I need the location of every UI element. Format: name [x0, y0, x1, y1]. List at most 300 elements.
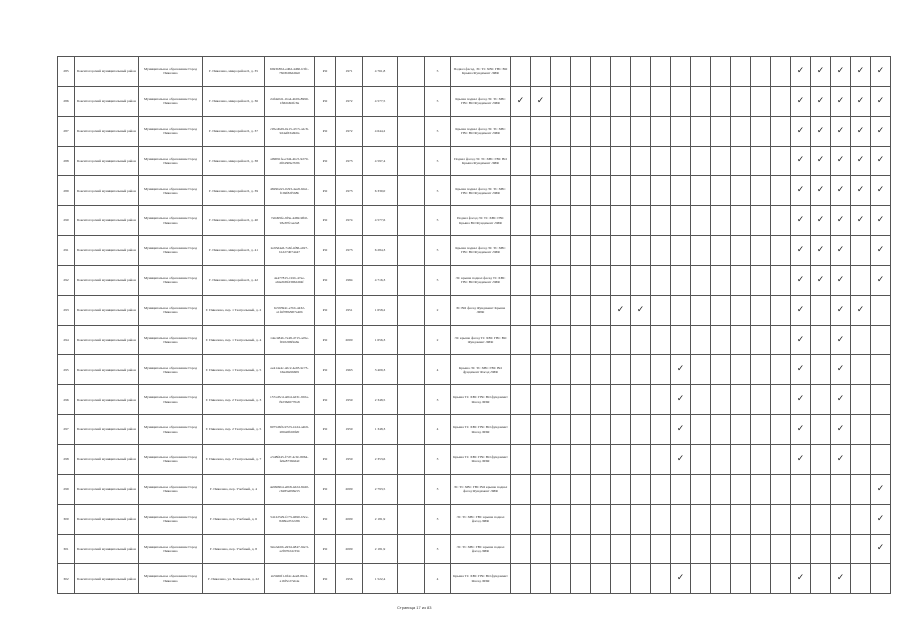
cell-empty	[691, 146, 711, 176]
cell-empty	[711, 534, 731, 564]
cell-empty	[591, 206, 611, 236]
cell-empty	[711, 176, 731, 206]
cell-empty	[751, 444, 771, 474]
check-mark-icon: ✓	[831, 444, 851, 474]
cell-area: 4 597,4	[363, 146, 398, 176]
cell-category: РО	[315, 236, 336, 266]
check-mark-icon: ✓	[511, 86, 531, 116]
check-mark-icon: ✓	[791, 355, 811, 385]
cell-code: 54122529-fc73-4690-b3ce-8d99ad722c86	[265, 504, 315, 534]
cell-empty	[531, 206, 551, 236]
cell-empty	[631, 325, 651, 355]
cell-empty	[831, 534, 851, 564]
page-footer: Страница 17 из 83	[397, 605, 432, 610]
check-mark-icon: ✓	[871, 86, 891, 116]
cell-code: 32e2eb6b-e93d-4847-94c3-a2f9702dc334	[265, 534, 315, 564]
cell-address: Г. Пикалево, микрорайон 6, д. 37	[203, 116, 265, 146]
cell-empty	[711, 236, 731, 266]
table-row	[58, 146, 891, 176]
cell-empty	[691, 415, 711, 445]
check-mark-icon: ✓	[791, 176, 811, 206]
cell-district: Бокситогорский муниципальный район	[75, 474, 139, 504]
check-mark-icon: ✓	[631, 295, 651, 325]
cell-empty	[691, 355, 711, 385]
cell-code: 2e59d6f1-6f4c-4ee8-89c4-a16f5c27eb4e	[265, 564, 315, 594]
cell-empty	[711, 295, 731, 325]
cell-empty	[751, 146, 771, 176]
cell-works: Крыша подвал фасад ЭС ТС ХВС ГВС ВО Фундамент ЛИФ	[451, 86, 511, 116]
check-mark-icon: ✓	[611, 295, 631, 325]
cell-municipality: Муниципальное образование Город Пикалево	[139, 265, 203, 295]
cell-district: Бокситогорский муниципальный район	[75, 415, 139, 445]
check-mark-icon: ✓	[851, 176, 871, 206]
cell-category: РО	[315, 504, 336, 534]
cell-empty	[691, 295, 711, 325]
cell-empty	[398, 385, 425, 415]
cell-empty	[511, 206, 531, 236]
cell-category: РО	[315, 295, 336, 325]
cell-empty	[811, 295, 831, 325]
cell-empty	[511, 57, 531, 87]
cell-empty	[511, 385, 531, 415]
cell-address: Г. Пикалево, пер. Учебный, д. 8	[203, 534, 265, 564]
cell-empty	[691, 534, 711, 564]
table-row	[58, 385, 891, 415]
check-mark-icon: ✓	[871, 474, 891, 504]
cell-empty	[611, 415, 631, 445]
cell-works: Подвал фасад ЭС ТС ХВС ГВС Крыша ВО Фундамент ЛИФ	[451, 206, 511, 236]
cell-empty	[711, 504, 731, 534]
cell-district: Бокситогорский муниципальный район	[75, 206, 139, 236]
cell-area: 3 409,3	[363, 355, 398, 385]
check-mark-icon: ✓	[531, 86, 551, 116]
cell-empty	[751, 265, 771, 295]
cell-empty	[591, 415, 611, 445]
check-mark-icon: ✓	[811, 116, 831, 146]
cell-empty	[851, 236, 871, 266]
check-mark-icon: ✓	[791, 206, 811, 236]
cell-year: 2009	[336, 474, 363, 504]
cell-empty	[751, 57, 771, 87]
cell-empty	[531, 325, 551, 355]
cell-empty	[398, 474, 425, 504]
cell-area: 1 658,2	[363, 295, 398, 325]
cell-empty	[591, 86, 611, 116]
cell-empty	[611, 474, 631, 504]
cell-works: Крыша ТС ХВС ГВС ВО фундамент Фасад ЛИФ	[451, 564, 511, 594]
cell-empty	[871, 355, 891, 385]
cell-empty	[651, 236, 671, 266]
cell-address: Г. Пикалево, пер. Учебный, д. 6	[203, 504, 265, 534]
cell-address: Г. Пикалево, микрорайон 6, д. 40	[203, 206, 265, 236]
table-row	[58, 57, 891, 87]
cell-empty	[691, 236, 711, 266]
cell-floors: 2	[425, 325, 451, 355]
cell-empty	[731, 444, 751, 474]
cell-empty	[611, 385, 631, 415]
cell-empty	[731, 325, 751, 355]
cell-floors: 4	[425, 415, 451, 445]
check-mark-icon: ✓	[811, 265, 831, 295]
cell-empty	[611, 534, 631, 564]
cell-empty	[711, 86, 731, 116]
cell-empty	[398, 325, 425, 355]
table-row	[58, 295, 891, 325]
cell-empty	[398, 146, 425, 176]
cell-empty	[398, 86, 425, 116]
cell-district: Бокситогорский муниципальный район	[75, 86, 139, 116]
check-mark-icon: ✓	[871, 534, 891, 564]
check-mark-icon: ✓	[811, 86, 831, 116]
cell-empty	[398, 355, 425, 385]
check-mark-icon: ✓	[831, 385, 851, 415]
check-mark-icon: ✓	[791, 146, 811, 176]
cell-district: Бокситогорский муниципальный район	[75, 146, 139, 176]
cell-empty	[551, 57, 571, 87]
cell-year: 1984	[336, 265, 363, 295]
cell-empty	[791, 474, 811, 504]
cell-empty	[511, 146, 531, 176]
cell-address: Г. Пикалево, пер. 1 Театральный, д. 5	[203, 355, 265, 385]
cell-category: РО	[315, 355, 336, 385]
cell-empty	[611, 355, 631, 385]
cell-empty	[611, 325, 631, 355]
cell-works: Крыша ЭС ТС ХВС ГВС ВО фундамент Фасад ЛИФ	[451, 355, 511, 385]
table-row	[58, 86, 891, 116]
cell-empty	[531, 534, 551, 564]
check-mark-icon: ✓	[791, 265, 811, 295]
check-mark-icon: ✓	[871, 176, 891, 206]
cell-municipality: Муниципальное образование Город Пикалево	[139, 295, 203, 325]
cell-code: 24fda0d1-1ba4-4b0b-8990-1f9b6d92fc8a	[265, 86, 315, 116]
cell-empty	[851, 444, 871, 474]
cell-year: 1973	[336, 146, 363, 176]
cell-num: 293	[58, 295, 75, 325]
cell-num: 297	[58, 415, 75, 445]
cell-district: Бокситогорский муниципальный район	[75, 265, 139, 295]
cell-empty	[611, 504, 631, 534]
cell-empty	[691, 385, 711, 415]
cell-empty	[691, 325, 711, 355]
cell-empty	[651, 415, 671, 445]
cell-category: РО	[315, 474, 336, 504]
cell-empty	[511, 474, 531, 504]
cell-empty	[571, 504, 591, 534]
cell-empty	[531, 444, 551, 474]
cell-empty	[531, 474, 551, 504]
cell-empty	[631, 206, 651, 236]
cell-empty	[511, 534, 531, 564]
cell-empty	[571, 146, 591, 176]
cell-empty	[631, 474, 651, 504]
cell-empty	[711, 146, 731, 176]
cell-empty	[531, 415, 551, 445]
cell-floors: 3	[425, 385, 451, 415]
cell-works: Крыша ТС ХВС ГВС ВО фундамент Фасад ЛИФ	[451, 385, 511, 415]
cell-empty	[691, 86, 711, 116]
cell-num: 292	[58, 265, 75, 295]
cell-year: 1959	[336, 415, 363, 445]
check-mark-icon: ✓	[871, 146, 891, 176]
cell-empty	[711, 325, 731, 355]
cell-empty	[398, 415, 425, 445]
cell-empty	[611, 236, 631, 266]
cell-code: 4e98d9b4-e0b8-4d2d-8420-c6285e098e55	[265, 474, 315, 504]
cell-works: ЭС ВО фасад Фундамент Крыша ЛИФ	[451, 295, 511, 325]
cell-area: 2 353,6	[363, 444, 398, 474]
cell-address: Г. Пикалево, пер. 1 Театральный, д. 2	[203, 295, 265, 325]
cell-empty	[551, 385, 571, 415]
cell-empty	[591, 385, 611, 415]
cell-empty	[591, 355, 611, 385]
cell-empty	[691, 265, 711, 295]
cell-works: Крыша ТС ХВС ГВС ВО фундамент Фасад ЛИФ	[451, 444, 511, 474]
cell-empty	[711, 355, 731, 385]
cell-empty	[671, 206, 691, 236]
cell-empty	[611, 206, 631, 236]
cell-area: 2 181,9	[363, 504, 398, 534]
cell-area: 4 577,6	[363, 206, 398, 236]
cell-empty	[691, 176, 711, 206]
cell-empty	[671, 534, 691, 564]
cell-empty	[611, 444, 631, 474]
cell-empty	[851, 385, 871, 415]
cell-floors: 5	[425, 57, 451, 87]
cell-district: Бокситогорский муниципальный район	[75, 57, 139, 87]
check-mark-icon: ✓	[671, 564, 691, 594]
cell-district: Бокситогорский муниципальный район	[75, 504, 139, 534]
cell-empty	[611, 564, 631, 594]
cell-empty	[398, 295, 425, 325]
cell-empty	[811, 325, 831, 355]
check-mark-icon: ✓	[671, 385, 691, 415]
check-mark-icon: ✓	[831, 57, 851, 87]
cell-empty	[398, 504, 425, 534]
cell-empty	[851, 564, 871, 594]
check-mark-icon: ✓	[811, 176, 831, 206]
cell-empty	[631, 146, 651, 176]
cell-empty	[551, 444, 571, 474]
cell-empty	[791, 504, 811, 534]
cell-municipality: Муниципальное образование Город Пикалево	[139, 564, 203, 594]
check-mark-icon: ✓	[851, 116, 871, 146]
cell-empty	[851, 504, 871, 534]
cell-empty	[811, 415, 831, 445]
cell-empty	[771, 534, 791, 564]
cell-code: 157ad5cd-a0bd-4d31-9b5a-f9236d6770a8	[265, 385, 315, 415]
cell-floors: 2	[425, 295, 451, 325]
cell-empty	[531, 504, 551, 534]
cell-address: Г. Пикалево, микрорайон 6, д. 41	[203, 236, 265, 266]
cell-empty	[731, 564, 751, 594]
cell-empty	[591, 236, 611, 266]
check-mark-icon: ✓	[791, 444, 811, 474]
cell-empty	[398, 534, 425, 564]
cell-empty	[631, 265, 651, 295]
cell-year: 1973	[336, 236, 363, 266]
cell-empty	[771, 474, 791, 504]
cell-area: 4 716,3	[363, 265, 398, 295]
cell-year: 1972	[336, 86, 363, 116]
cell-empty	[751, 295, 771, 325]
cell-category: РО	[315, 57, 336, 87]
cell-empty	[671, 295, 691, 325]
cell-empty	[851, 534, 871, 564]
cell-code: 6b93b85d-ed6d-4d60-b3f1-78d3b06dd0e0	[265, 57, 315, 87]
table-row	[58, 534, 891, 564]
cell-address: Г. Пикалево, пер. 2 Театральный, д. 5	[203, 415, 265, 445]
cell-empty	[511, 504, 531, 534]
cell-empty	[851, 265, 871, 295]
cell-empty	[611, 176, 631, 206]
cell-code: 4829b2a5-0c93-4ea8-b0a1-f1b9f82f5b8b	[265, 176, 315, 206]
cell-empty	[831, 474, 851, 504]
cell-empty	[691, 564, 711, 594]
cell-empty	[751, 176, 771, 206]
cell-code: 9075d6fb-9723-41d4-a4b9-206a0fb69f20	[265, 415, 315, 445]
cell-empty	[511, 355, 531, 385]
cell-category: РО	[315, 534, 336, 564]
cell-code: 6c593941-e7bb-4432-a1f4f7882907a40b	[265, 295, 315, 325]
cell-empty	[531, 57, 551, 87]
cell-num: 285	[58, 57, 75, 87]
cell-empty	[651, 86, 671, 116]
cell-empty	[591, 444, 611, 474]
cell-empty	[551, 116, 571, 146]
table-row	[58, 176, 891, 206]
cell-empty	[691, 57, 711, 87]
cell-empty	[551, 504, 571, 534]
cell-empty	[511, 116, 531, 146]
cell-code: ee414e4c-a0c2-4e93-9c73-b6ad9a9b609	[265, 355, 315, 385]
cell-empty	[398, 236, 425, 266]
cell-empty	[671, 116, 691, 146]
cell-empty	[811, 474, 831, 504]
cell-empty	[691, 206, 711, 236]
cell-empty	[671, 236, 691, 266]
cell-empty	[551, 325, 571, 355]
cell-works: ЭС крыша подвал фасад ТС ХВС ГВС ВО Фундамент ЛИФ	[451, 265, 511, 295]
cell-num: 295	[58, 355, 75, 385]
check-mark-icon: ✓	[871, 206, 891, 236]
cell-empty	[531, 564, 551, 594]
cell-empty	[571, 86, 591, 116]
cell-floors: 5	[425, 146, 451, 176]
cell-year: 2009	[336, 534, 363, 564]
cell-num: 300	[58, 504, 75, 534]
cell-works: Крыша ТС ХВС ГВС ВО фундамент Фасад ЛИФ	[451, 415, 511, 445]
cell-empty	[691, 474, 711, 504]
check-mark-icon: ✓	[831, 86, 851, 116]
cell-empty	[591, 534, 611, 564]
check-mark-icon: ✓	[851, 295, 871, 325]
cell-empty	[871, 325, 891, 355]
cell-category: РО	[315, 415, 336, 445]
cell-municipality: Муниципальное образование Город Пикалево	[139, 206, 203, 236]
cell-empty	[651, 265, 671, 295]
cell-empty	[551, 415, 571, 445]
check-mark-icon: ✓	[871, 57, 891, 87]
cell-area: 1 348,3	[363, 415, 398, 445]
cell-empty	[811, 564, 831, 594]
cell-empty	[511, 325, 531, 355]
cell-category: РО	[315, 325, 336, 355]
cell-district: Бокситогорский муниципальный район	[75, 116, 139, 146]
check-mark-icon: ✓	[671, 444, 691, 474]
check-mark-icon: ✓	[791, 415, 811, 445]
cell-empty	[771, 504, 791, 534]
cell-empty	[531, 265, 551, 295]
cell-area: 1 656,3	[363, 325, 398, 355]
cell-num: 291	[58, 236, 75, 266]
cell-year: 2000	[336, 325, 363, 355]
cell-works: ЭС ТС ХВС ГВС крыша подвал фасад ЛИФ	[451, 504, 511, 534]
cell-empty	[571, 265, 591, 295]
cell-empty	[671, 325, 691, 355]
cell-empty	[671, 86, 691, 116]
cell-empty	[691, 116, 711, 146]
cell-empty	[771, 355, 791, 385]
check-mark-icon: ✓	[791, 57, 811, 87]
check-mark-icon: ✓	[851, 57, 871, 87]
cell-district: Бокситогорский муниципальный район	[75, 564, 139, 594]
cell-empty	[871, 415, 891, 445]
cell-empty	[671, 474, 691, 504]
cell-empty	[631, 444, 651, 474]
cell-empty	[591, 564, 611, 594]
table-row	[58, 355, 891, 385]
cell-empty	[398, 176, 425, 206]
cell-empty	[631, 86, 651, 116]
cell-empty	[531, 385, 551, 415]
cell-empty	[771, 385, 791, 415]
cell-code: e5d8fd45-f7d7-4c9c-8064-fe9e8739dda0	[265, 444, 315, 474]
cell-empty	[571, 176, 591, 206]
table-row	[58, 564, 891, 594]
cell-empty	[398, 116, 425, 146]
cell-empty	[651, 176, 671, 206]
cell-empty	[771, 57, 791, 87]
check-mark-icon: ✓	[831, 325, 851, 355]
cell-empty	[751, 504, 771, 534]
cell-empty	[531, 236, 551, 266]
cell-num: 302	[58, 564, 75, 594]
cell-area: 6 284,3	[363, 236, 398, 266]
cell-empty	[731, 385, 751, 415]
cell-year: 1959	[336, 385, 363, 415]
cell-empty	[571, 206, 591, 236]
check-mark-icon: ✓	[831, 236, 851, 266]
cell-empty	[651, 444, 671, 474]
cell-empty	[731, 265, 751, 295]
cell-empty	[711, 116, 731, 146]
cell-code: c95edbd9-0a15-47c5-a2c8-924ef63a6b6a	[265, 116, 315, 146]
check-mark-icon: ✓	[791, 564, 811, 594]
cell-empty	[771, 146, 791, 176]
cell-empty	[811, 444, 831, 474]
cell-district: Бокситогорский муниципальный район	[75, 355, 139, 385]
table-row	[58, 474, 891, 504]
cell-empty	[731, 206, 751, 236]
cell-num: 288	[58, 146, 75, 176]
check-mark-icon: ✓	[831, 355, 851, 385]
cell-floors: 3	[425, 444, 451, 474]
cell-empty	[671, 146, 691, 176]
check-mark-icon: ✓	[811, 146, 831, 176]
cell-category: РО	[315, 385, 336, 415]
cell-address: Г. Пикалево, микрорайон 6, д. 38	[203, 146, 265, 176]
cell-empty	[771, 116, 791, 146]
